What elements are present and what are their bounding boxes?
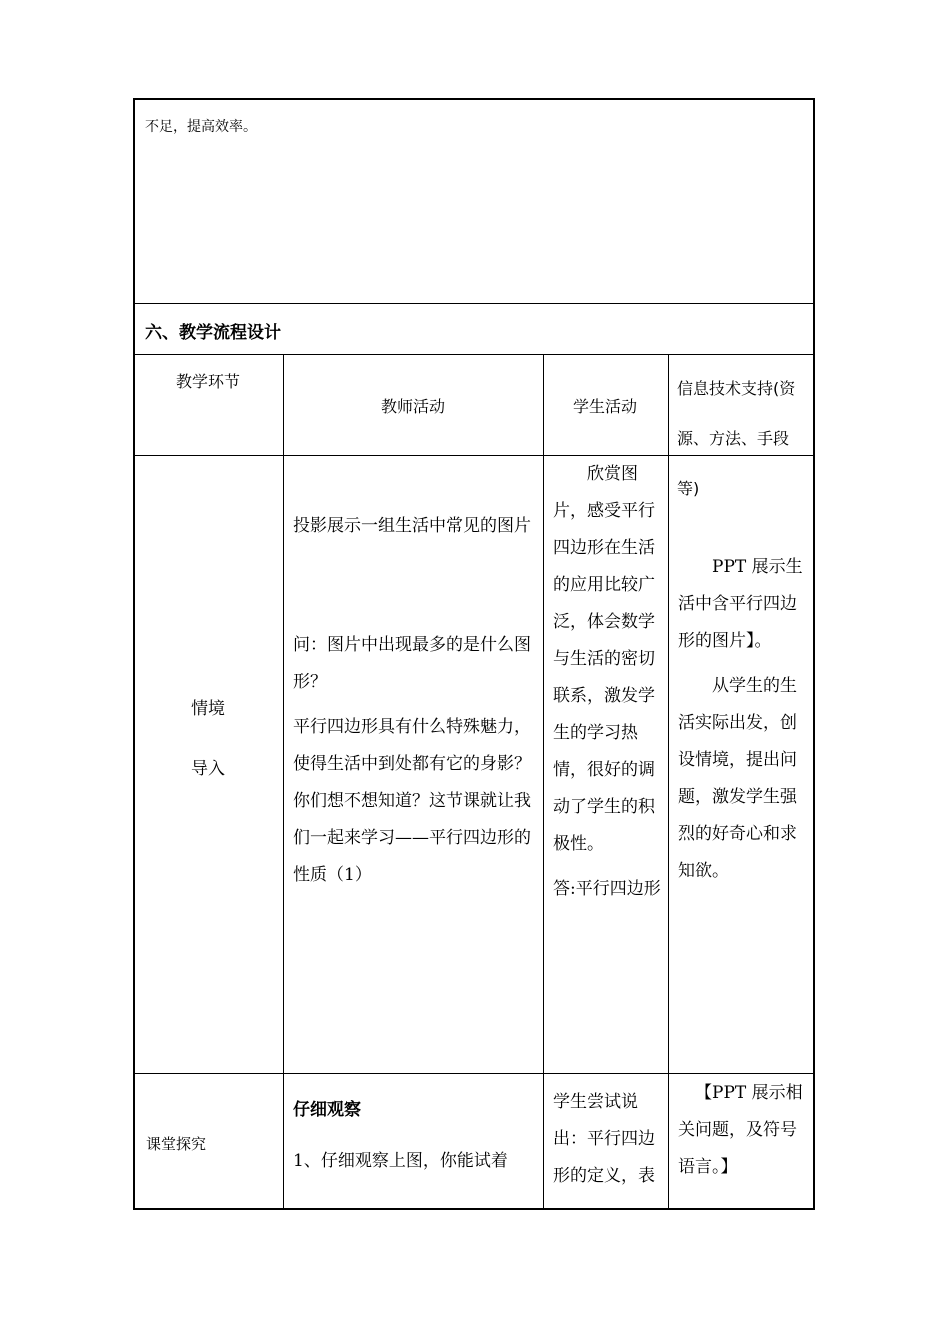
student-paragraph: 欣赏图片，感受平行四边形在生活的应用比较广泛，体会数学与生活的密切联系，激发学生的学习热情，很好的调动了学生的积极性。 xyxy=(553,464,655,854)
teacher-paragraph: 1、仔细观察上图，你能试着 xyxy=(293,1151,508,1171)
header-tech: 信息技术支持(资源、方法、手段等) xyxy=(677,379,796,498)
teacher-cell xyxy=(293,1092,539,1180)
table-left-border xyxy=(133,98,135,1210)
column-separator xyxy=(283,354,284,1209)
stage-text: 导入 xyxy=(191,759,225,779)
tech-paragraph: PPT 展示生活中含平行四边形的图片】。 xyxy=(678,557,803,651)
tech-cell xyxy=(678,549,808,890)
row-separator xyxy=(133,1073,815,1074)
tech-paragraph: 从学生的生活实际出发，创设情境，提出问题，激发学生强烈的好奇心和求知欲。 xyxy=(678,676,797,881)
teacher-paragraph: 平行四边形具有什么特殊魅力，使得生活中到处都有它的身影？你们想不想知道？这节课就让我们一起来学习——平行四边形的性质（1） xyxy=(293,717,531,885)
tech-paragraph: 【PPT 展示相关问题，及符号语言。】 xyxy=(678,1083,803,1177)
column-separator xyxy=(543,354,544,1209)
table-top-border xyxy=(133,98,815,100)
column-separator xyxy=(668,354,669,1209)
header-teacher: 教师活动 xyxy=(381,397,446,416)
header-stage: 教学环节 xyxy=(176,372,241,391)
student-paragraph: 学生尝试说出：平行四边形的定义，表 xyxy=(553,1092,655,1186)
header-student: 学生活动 xyxy=(573,397,638,416)
table-right-border xyxy=(813,98,815,1210)
row-separator xyxy=(133,303,815,304)
table-bottom-border xyxy=(133,1208,815,1210)
teacher-paragraph: 投影展示一组生活中常见的图片 xyxy=(293,516,531,536)
top-note: 不足，提高效率。 xyxy=(145,119,257,135)
stage-cell xyxy=(191,679,225,799)
teacher-cell xyxy=(293,508,539,894)
tech-cell xyxy=(678,1075,808,1186)
student-cell xyxy=(553,1084,665,1208)
row-separator xyxy=(133,354,815,355)
student-paragraph: 答:平行四边形 xyxy=(553,879,661,899)
stage-cell: 课堂探究 xyxy=(146,1135,207,1153)
teacher-heading: 仔细观察 xyxy=(293,1100,361,1120)
student-cell xyxy=(553,456,663,908)
teacher-paragraph: 问：图片中出现最多的是什么图形？ xyxy=(293,635,531,692)
section-title: 六、教学流程设计 xyxy=(145,323,281,343)
stage-text: 情境 xyxy=(191,699,225,719)
